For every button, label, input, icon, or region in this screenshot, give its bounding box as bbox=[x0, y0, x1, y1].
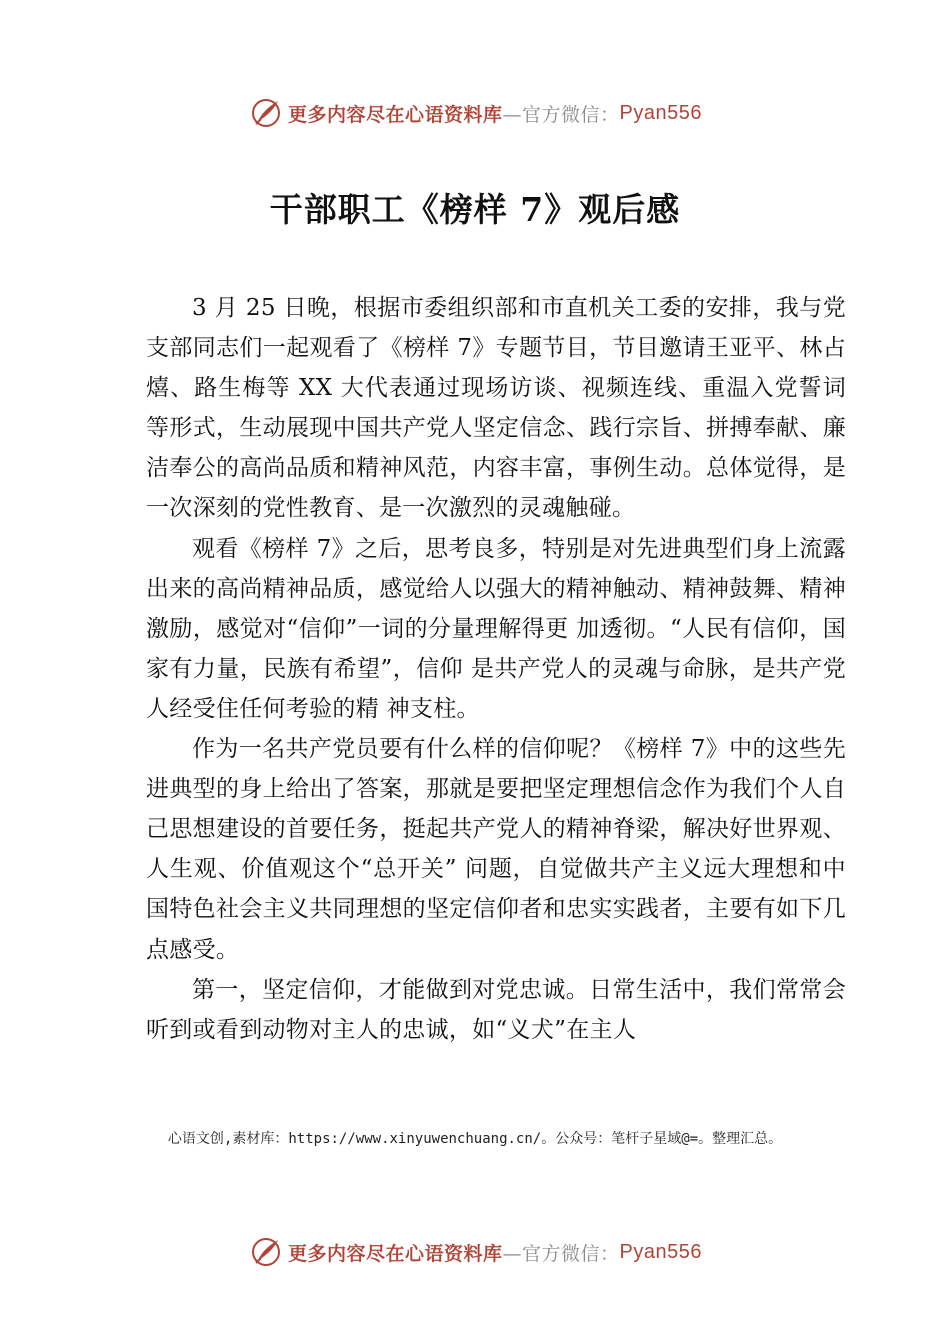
banner-wechat-label: —官方微信： bbox=[502, 1242, 620, 1265]
paragraph-4: 第一，坚定信仰，才能做到对党忠诚。日常生活中，我们常常会听到或看到动物对主人的忠诚，如“义犬”在主人 bbox=[146, 976, 846, 1043]
source-footnote: 心语文创,素材库：https://www.xinyuwenchuang.cn/。公众号：笔杆子星域@=。整理汇总。 bbox=[167, 1131, 783, 1147]
quill-pen-logo-icon bbox=[248, 1234, 284, 1270]
banner-wechat-id: Pyan556 bbox=[619, 1240, 702, 1263]
paragraph-1: 3 月 25 日晚，根据市委组织部和市直机关工委的安排，我与党支部同志们一起观看了《榜样 7》专题节目，节目邀请王亚平、林占熺、路生梅等 XX 大代表通过现场访谈、视频连线、重温入党誓词等形式，生动展现中国共产党人坚定信念、践行宗旨、拼搏奉献、廉洁奉公的高尚品质和精神风范，内容丰富，事例生动。总体觉得，是一次深刻的党性教育、是一次激烈的灵魂触碰。 bbox=[146, 295, 846, 522]
header-banner bbox=[0, 93, 950, 133]
banner-wechat-id: Pyan556 bbox=[619, 101, 702, 124]
document-body bbox=[146, 288, 846, 1050]
document-title: 干部职工《榜样 7》观后感 bbox=[269, 190, 681, 229]
banner-slogan: 更多内容尽在心语资料库 bbox=[288, 103, 503, 126]
quill-pen-logo-icon bbox=[248, 95, 284, 131]
banner-wechat-label: —官方微信： bbox=[502, 103, 620, 126]
paragraph-3: 作为一名共产党员要有什么样的信仰呢？《榜样 7》中的这些先进典型的身上给出了答案，那就是要把坚定理想信念作为我们个人自己思想建设的首要任务，挺起共产党人的精神脊梁，解决好世界观、人生观、价值观这个“总开关” 问题，自觉做共产主义远大理想和中国特色社会主义共同理想的坚定信仰者和忠实实践者，主要有如下几点感受。 bbox=[146, 736, 846, 963]
footer-banner bbox=[0, 1232, 950, 1272]
banner-slogan: 更多内容尽在心语资料库 bbox=[288, 1242, 503, 1265]
paragraph-2: 观看《榜样 7》之后，思考良多，特别是对先进典型们身上流露出来的高尚精神品质，感觉给人以强大的精神触动、精神鼓舞、精神激励，感觉对“信仰”一词的分量理解得更 加透彻。“人民有信仰，国家有力量，民族有希望”，信仰 是共产党人的灵魂与命脉，是共产党人经受住任何考验的精 神支柱。 bbox=[146, 535, 846, 722]
